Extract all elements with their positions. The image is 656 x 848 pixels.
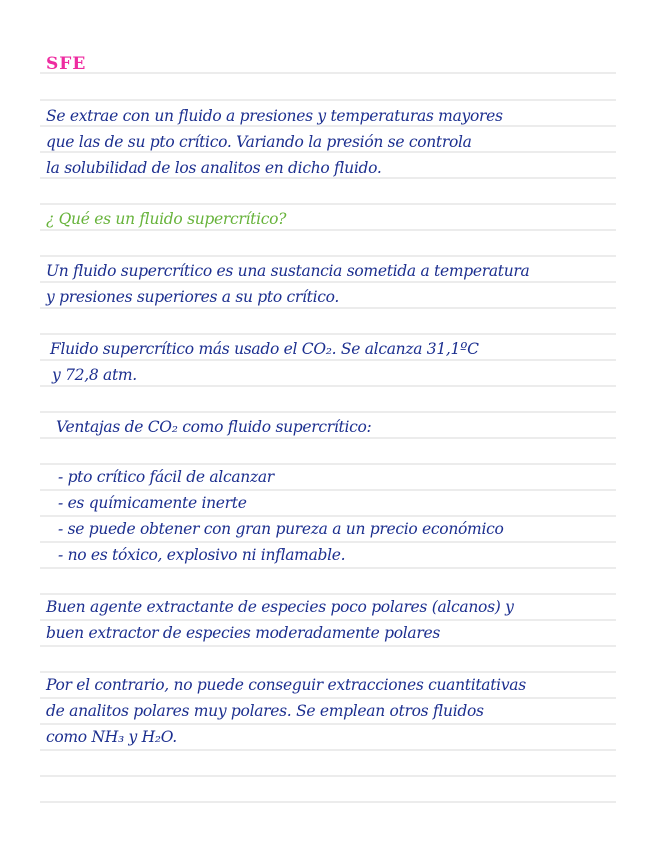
paragraph-line: buen extractor de especies moderadamente polares — [46, 624, 441, 642]
question-heading: ¿ Qué es un fluido supercrítico? — [46, 210, 287, 228]
list-item: - es químicamente inerte — [58, 494, 247, 512]
paragraph-line: y presiones superiores a su pto crítico. — [46, 288, 340, 306]
list-item: - se puede obtener con gran pureza a un precio económico — [58, 520, 504, 538]
paragraph-line: de analitos polares muy polares. Se emplean otros fluidos — [46, 702, 484, 720]
paragraph-line: que las de su pto crítico. Variando la presión se controla — [46, 133, 472, 151]
list-item: - pto crítico fácil de alcanzar — [58, 468, 274, 486]
paragraph-line: y 72,8 atm. — [52, 366, 137, 384]
list-item: - no es tóxico, explosivo ni inflamable. — [58, 546, 346, 564]
advantages-heading: Ventajas de CO₂ como fluido supercrítico: — [56, 418, 372, 436]
paragraph-line: Fluido supercrítico más usado el CO₂. Se alcanza 31,1ºC — [50, 340, 479, 358]
paragraph-line: Se extrae con un fluido a presiones y temperaturas mayores — [46, 107, 503, 125]
paragraph-line: Por el contrario, no puede conseguir extracciones cuantitativas — [46, 676, 526, 694]
page-title: SFE — [46, 54, 87, 74]
paragraph-line: Un fluido supercrítico es una sustancia sometida a temperatura — [46, 262, 530, 280]
paragraph-line: como NH₃ y H₂O. — [46, 728, 177, 746]
paragraph-line: Buen agente extractante de especies poco polares (alcanos) y — [46, 598, 514, 616]
paragraph-line: la solubilidad de los analitos en dicho fluido. — [46, 159, 382, 177]
